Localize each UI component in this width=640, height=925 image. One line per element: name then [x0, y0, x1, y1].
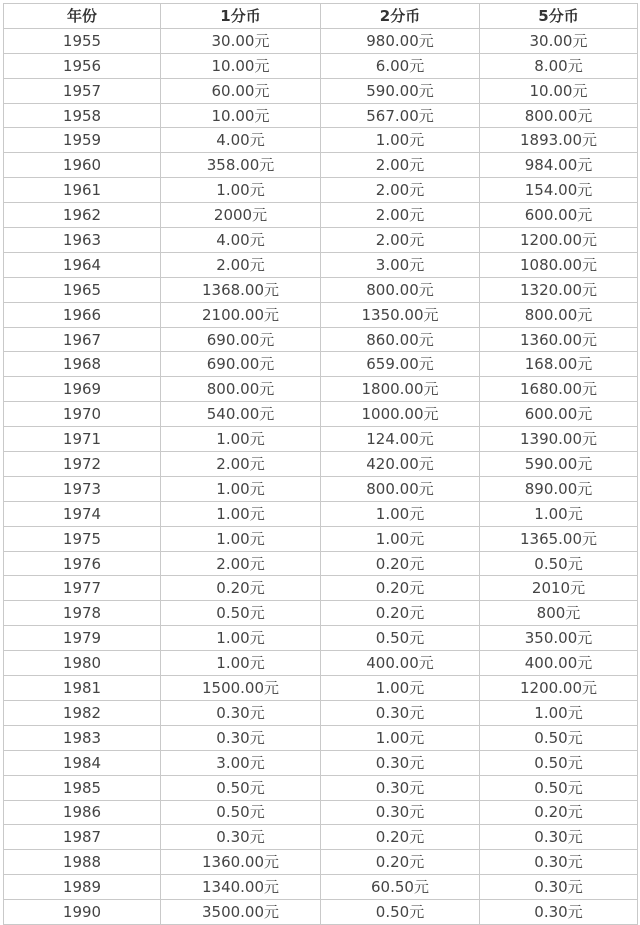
table-body: [4, 28, 638, 924]
cell-2fen: 0.30元: [321, 775, 480, 800]
cell-1fen: 800.00元: [161, 377, 321, 402]
cell-2fen: 3.00元: [321, 252, 480, 277]
cell-5fen: 168.00元: [480, 352, 638, 377]
cell-5fen: 30.00元: [480, 28, 638, 53]
cell-year: 1980: [4, 651, 161, 676]
table-row: [4, 526, 638, 551]
cell-2fen: 0.20元: [321, 850, 480, 875]
cell-year: 1962: [4, 203, 161, 228]
cell-2fen: 0.20元: [321, 825, 480, 850]
cell-2fen: 1.00元: [321, 501, 480, 526]
table-row: [4, 302, 638, 327]
table-row: [4, 725, 638, 750]
cell-1fen: 2.00元: [161, 452, 321, 477]
cell-2fen: 124.00元: [321, 427, 480, 452]
header-row: [4, 4, 638, 29]
cell-1fen: 0.50元: [161, 601, 321, 626]
cell-5fen: 8.00元: [480, 53, 638, 78]
cell-year: 1958: [4, 103, 161, 128]
cell-year: 1976: [4, 551, 161, 576]
cell-1fen: 3500.00元: [161, 900, 321, 925]
table-row: [4, 427, 638, 452]
header-2fen: 2分币: [321, 4, 480, 29]
table-row: [4, 501, 638, 526]
cell-2fen: 1800.00元: [321, 377, 480, 402]
cell-1fen: 1340.00元: [161, 875, 321, 900]
table-row: [4, 601, 638, 626]
cell-2fen: 860.00元: [321, 327, 480, 352]
table-row: [4, 551, 638, 576]
cell-5fen: 1680.00元: [480, 377, 638, 402]
cell-year: 1967: [4, 327, 161, 352]
cell-year: 1987: [4, 825, 161, 850]
cell-2fen: 1000.00元: [321, 402, 480, 427]
cell-year: 1973: [4, 476, 161, 501]
cell-1fen: 4.00元: [161, 228, 321, 253]
cell-5fen: 10.00元: [480, 78, 638, 103]
table-row: [4, 875, 638, 900]
cell-year: 1961: [4, 178, 161, 203]
cell-5fen: 0.50元: [480, 725, 638, 750]
cell-1fen: 1500.00元: [161, 676, 321, 701]
cell-1fen: 2.00元: [161, 252, 321, 277]
cell-year: 1966: [4, 302, 161, 327]
cell-1fen: 1.00元: [161, 501, 321, 526]
cell-1fen: 2100.00元: [161, 302, 321, 327]
cell-2fen: 0.20元: [321, 601, 480, 626]
cell-year: 1959: [4, 128, 161, 153]
table-row: [4, 277, 638, 302]
cell-5fen: 350.00元: [480, 626, 638, 651]
cell-5fen: 600.00元: [480, 402, 638, 427]
cell-1fen: 1.00元: [161, 476, 321, 501]
cell-5fen: 0.30元: [480, 900, 638, 925]
cell-5fen: 800.00元: [480, 302, 638, 327]
cell-2fen: 1.00元: [321, 676, 480, 701]
table-row: [4, 228, 638, 253]
table-row: [4, 750, 638, 775]
cell-1fen: 358.00元: [161, 153, 321, 178]
cell-2fen: 2.00元: [321, 178, 480, 203]
table-row: [4, 203, 638, 228]
table-row: [4, 452, 638, 477]
cell-1fen: 10.00元: [161, 53, 321, 78]
cell-5fen: 1320.00元: [480, 277, 638, 302]
cell-year: 1969: [4, 377, 161, 402]
cell-1fen: 4.00元: [161, 128, 321, 153]
table-row: [4, 53, 638, 78]
cell-year: 1955: [4, 28, 161, 53]
cell-1fen: 1.00元: [161, 427, 321, 452]
cell-5fen: 1390.00元: [480, 427, 638, 452]
cell-2fen: 0.30元: [321, 800, 480, 825]
cell-5fen: 1.00元: [480, 700, 638, 725]
cell-year: 1982: [4, 700, 161, 725]
table-row: [4, 327, 638, 352]
cell-1fen: 10.00元: [161, 103, 321, 128]
cell-5fen: 800元: [480, 601, 638, 626]
cell-year: 1981: [4, 676, 161, 701]
table-row: [4, 700, 638, 725]
cell-2fen: 2.00元: [321, 153, 480, 178]
cell-2fen: 590.00元: [321, 78, 480, 103]
cell-2fen: 2.00元: [321, 203, 480, 228]
cell-2fen: 60.50元: [321, 875, 480, 900]
cell-5fen: 600.00元: [480, 203, 638, 228]
cell-5fen: 0.50元: [480, 551, 638, 576]
table-row: [4, 153, 638, 178]
cell-2fen: 2.00元: [321, 228, 480, 253]
cell-1fen: 0.50元: [161, 800, 321, 825]
table-row: [4, 103, 638, 128]
cell-1fen: 0.30元: [161, 700, 321, 725]
cell-2fen: 0.50元: [321, 626, 480, 651]
cell-5fen: 2010元: [480, 576, 638, 601]
cell-year: 1968: [4, 352, 161, 377]
header-1fen: 1分币: [161, 4, 321, 29]
cell-2fen: 0.30元: [321, 700, 480, 725]
table-header: [4, 4, 638, 29]
cell-2fen: 800.00元: [321, 476, 480, 501]
table-row: [4, 850, 638, 875]
table-row: [4, 775, 638, 800]
cell-2fen: 1.00元: [321, 725, 480, 750]
cell-1fen: 0.30元: [161, 725, 321, 750]
cell-5fen: 1200.00元: [480, 676, 638, 701]
cell-5fen: 0.20元: [480, 800, 638, 825]
cell-1fen: 1.00元: [161, 626, 321, 651]
cell-2fen: 1350.00元: [321, 302, 480, 327]
table-row: [4, 476, 638, 501]
cell-2fen: 1.00元: [321, 128, 480, 153]
cell-year: 1984: [4, 750, 161, 775]
cell-2fen: 659.00元: [321, 352, 480, 377]
cell-2fen: 420.00元: [321, 452, 480, 477]
cell-1fen: 540.00元: [161, 402, 321, 427]
cell-1fen: 0.50元: [161, 775, 321, 800]
table-row: [4, 825, 638, 850]
cell-5fen: 590.00元: [480, 452, 638, 477]
cell-year: 1971: [4, 427, 161, 452]
cell-1fen: 1.00元: [161, 651, 321, 676]
table-row: [4, 900, 638, 925]
cell-5fen: 1365.00元: [480, 526, 638, 551]
cell-year: 1983: [4, 725, 161, 750]
cell-year: 1974: [4, 501, 161, 526]
table-row: [4, 800, 638, 825]
cell-year: 1977: [4, 576, 161, 601]
cell-1fen: 0.20元: [161, 576, 321, 601]
header-5fen: 5分币: [480, 4, 638, 29]
cell-year: 1970: [4, 402, 161, 427]
cell-1fen: 1.00元: [161, 178, 321, 203]
cell-5fen: 1200.00元: [480, 228, 638, 253]
coin-price-table: [3, 3, 638, 925]
cell-5fen: 800.00元: [480, 103, 638, 128]
cell-year: 1989: [4, 875, 161, 900]
cell-year: 1972: [4, 452, 161, 477]
cell-5fen: 1360.00元: [480, 327, 638, 352]
cell-2fen: 800.00元: [321, 277, 480, 302]
cell-year: 1956: [4, 53, 161, 78]
header-year: 年份: [4, 4, 161, 29]
cell-5fen: 0.50元: [480, 775, 638, 800]
table-row: [4, 377, 638, 402]
cell-5fen: 1893.00元: [480, 128, 638, 153]
cell-1fen: 1360.00元: [161, 850, 321, 875]
cell-1fen: 0.30元: [161, 825, 321, 850]
cell-1fen: 3.00元: [161, 750, 321, 775]
cell-year: 1985: [4, 775, 161, 800]
table-row: [4, 651, 638, 676]
cell-year: 1975: [4, 526, 161, 551]
cell-2fen: 567.00元: [321, 103, 480, 128]
cell-1fen: 30.00元: [161, 28, 321, 53]
table-row: [4, 28, 638, 53]
cell-5fen: 0.30元: [480, 825, 638, 850]
cell-year: 1960: [4, 153, 161, 178]
cell-year: 1965: [4, 277, 161, 302]
cell-year: 1979: [4, 626, 161, 651]
cell-2fen: 400.00元: [321, 651, 480, 676]
cell-year: 1990: [4, 900, 161, 925]
cell-1fen: 690.00元: [161, 352, 321, 377]
cell-2fen: 980.00元: [321, 28, 480, 53]
table-row: [4, 252, 638, 277]
cell-5fen: 1080.00元: [480, 252, 638, 277]
table-row: [4, 576, 638, 601]
cell-year: 1964: [4, 252, 161, 277]
cell-1fen: 690.00元: [161, 327, 321, 352]
cell-1fen: 1.00元: [161, 526, 321, 551]
cell-5fen: 890.00元: [480, 476, 638, 501]
table-row: [4, 352, 638, 377]
cell-2fen: 0.20元: [321, 551, 480, 576]
cell-1fen: 2.00元: [161, 551, 321, 576]
cell-5fen: 400.00元: [480, 651, 638, 676]
cell-2fen: 6.00元: [321, 53, 480, 78]
cell-2fen: 0.50元: [321, 900, 480, 925]
cell-year: 1986: [4, 800, 161, 825]
cell-year: 1963: [4, 228, 161, 253]
table-row: [4, 178, 638, 203]
cell-year: 1957: [4, 78, 161, 103]
table-row: [4, 128, 638, 153]
cell-year: 1988: [4, 850, 161, 875]
table-row: [4, 676, 638, 701]
cell-2fen: 0.30元: [321, 750, 480, 775]
cell-2fen: 0.20元: [321, 576, 480, 601]
table-row: [4, 78, 638, 103]
cell-5fen: 0.50元: [480, 750, 638, 775]
cell-5fen: 0.30元: [480, 850, 638, 875]
cell-5fen: 1.00元: [480, 501, 638, 526]
cell-2fen: 1.00元: [321, 526, 480, 551]
cell-5fen: 984.00元: [480, 153, 638, 178]
cell-1fen: 60.00元: [161, 78, 321, 103]
cell-5fen: 0.30元: [480, 875, 638, 900]
table-row: [4, 402, 638, 427]
cell-year: 1978: [4, 601, 161, 626]
cell-1fen: 1368.00元: [161, 277, 321, 302]
cell-1fen: 2000元: [161, 203, 321, 228]
table-row: [4, 626, 638, 651]
cell-5fen: 154.00元: [480, 178, 638, 203]
